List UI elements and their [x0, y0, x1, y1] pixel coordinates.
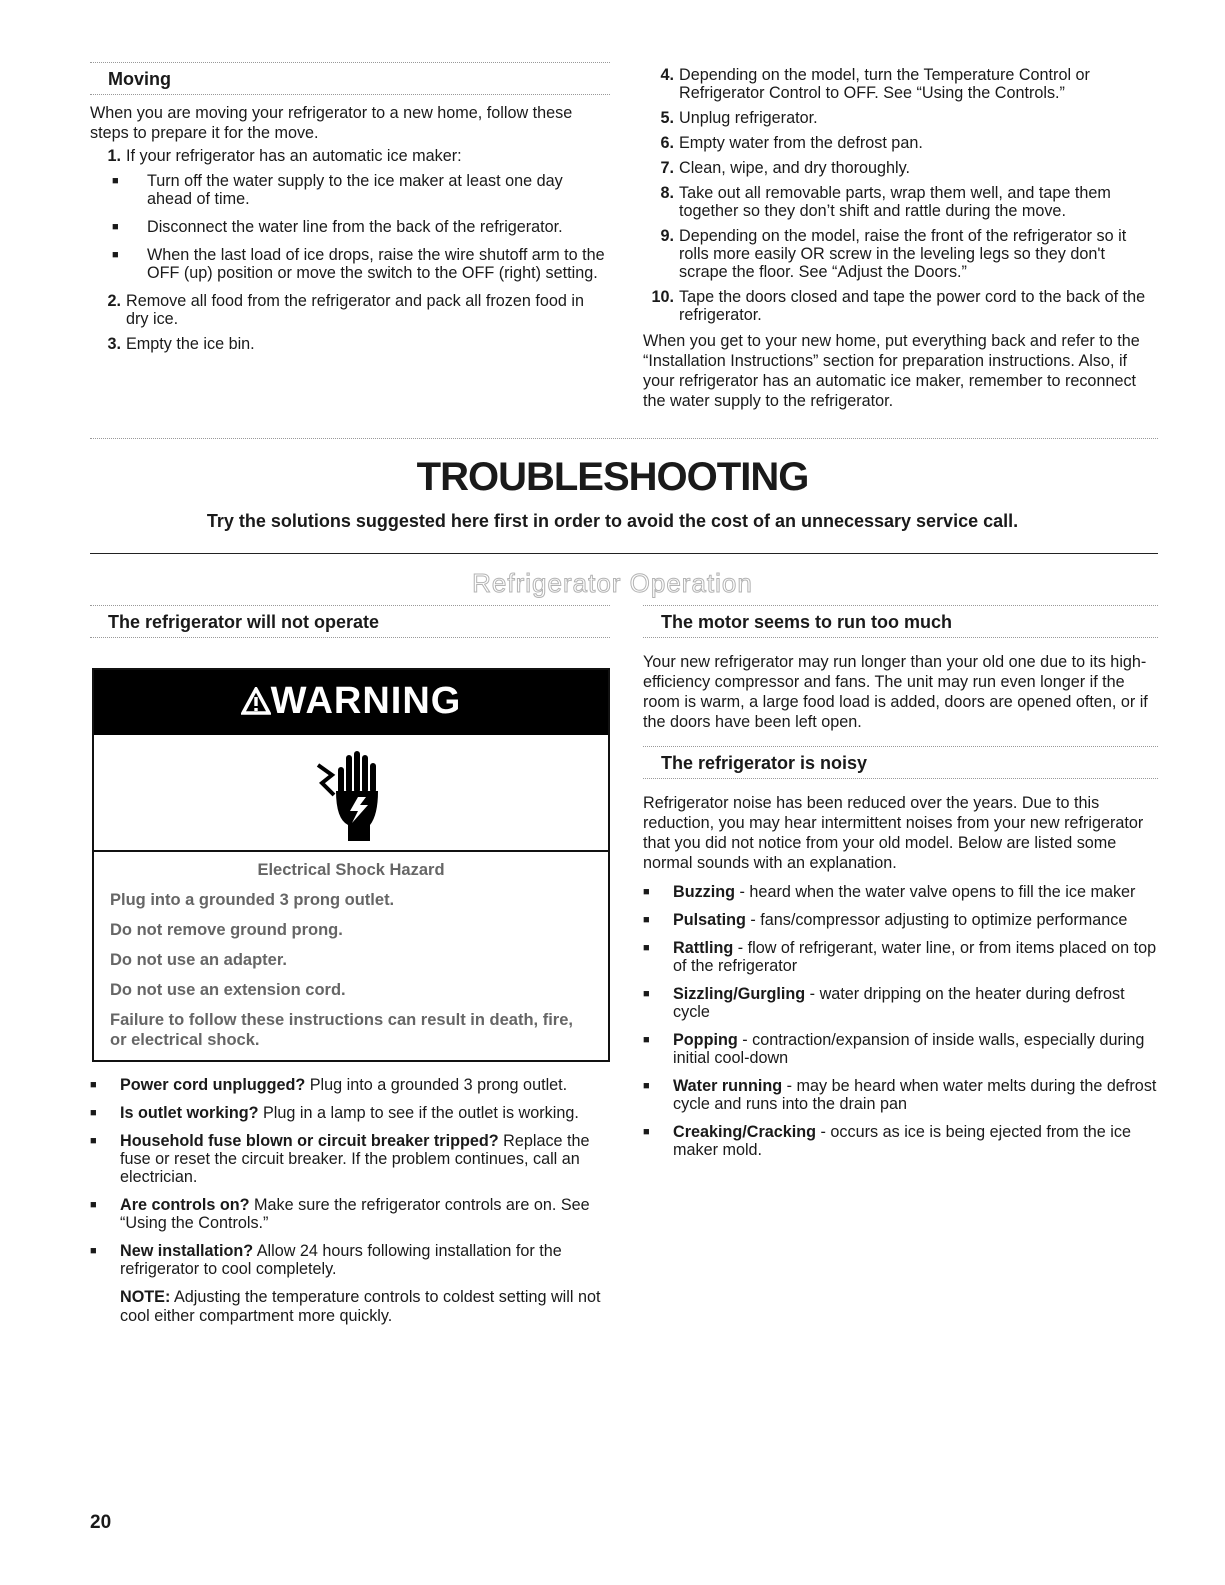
- bullet-icon: ■: [643, 942, 650, 954]
- page-number: 20: [90, 1512, 112, 1533]
- warning-triangle-icon: [241, 687, 271, 715]
- list-item: [90, 1196, 610, 1232]
- divider: [643, 637, 1158, 638]
- step-number: 8.: [660, 184, 674, 202]
- bullet-icon: ■: [643, 1080, 650, 1092]
- step-number: 5.: [660, 109, 674, 127]
- step-text: Unplug refrigerator.: [679, 109, 818, 127]
- list-item: [90, 1076, 610, 1094]
- list-item: [643, 184, 1158, 220]
- warning-label: WARNING: [270, 680, 462, 722]
- noise-desc: - fans/compressor adjusting to optimize performance: [745, 911, 1128, 929]
- warning-text: [94, 852, 608, 1060]
- not-operate-section: [90, 605, 610, 1326]
- note: [90, 1288, 610, 1326]
- warning-line: Do not use an adapter.: [110, 951, 287, 969]
- list-item: [90, 1104, 610, 1122]
- bullet-icon: ■: [643, 1034, 650, 1046]
- list-item: [643, 985, 1158, 1021]
- step-text: Depending on the model, raise the front of the refrigerator so it rolls more easily OR screw in the leveling legs so they don't scrape the floor. See “Adjust the Doors.”: [679, 227, 1127, 281]
- note-label: NOTE:: [120, 1288, 171, 1306]
- moving-section: [90, 62, 610, 360]
- page-subtitle: Try the solutions suggested here first in order to avoid the cost of an unnecessary service call.: [206, 511, 1019, 531]
- noise-term: Rattling: [673, 939, 734, 957]
- bullet-icon: ■: [112, 249, 119, 261]
- warning-line: Do not use an extension cord.: [110, 981, 346, 999]
- check-question: Is outlet working?: [120, 1104, 259, 1122]
- moving-heading: Moving: [108, 69, 171, 89]
- check-answer: Make sure the refrigerator controls are on. See “Using the Controls.”: [120, 1196, 590, 1232]
- check-question: Are controls on?: [120, 1196, 250, 1214]
- list-item: [108, 246, 610, 282]
- check-question: Household fuse blown or circuit breaker tripped?: [120, 1132, 499, 1150]
- moving-closing: When you get to your new home, put everything back and refer to the “Installation Instructions” section for preparation instructions. Also, if your refrigerator has an automatic ice maker, remember to reconnect the water supply to the refrigerator.: [643, 332, 1140, 410]
- not-operate-heading: The refrigerator will not operate: [108, 612, 380, 632]
- warning-line: Plug into a grounded 3 prong outlet.: [110, 891, 395, 909]
- divider: [90, 637, 610, 638]
- motor-and-noise-section: [643, 605, 1158, 1169]
- list-item: [643, 939, 1158, 975]
- step-text: Depending on the model, turn the Temperature Control or Refrigerator Control to OFF. See “Using the Controls.”: [679, 66, 1090, 102]
- list-item: [643, 66, 1158, 102]
- moving-section-continued: [643, 62, 1158, 411]
- step-text: Clean, wipe, and dry thoroughly.: [679, 159, 910, 177]
- list-item: [108, 218, 610, 236]
- bullet-icon: ■: [643, 1126, 650, 1138]
- noisy-intro: Refrigerator noise has been reduced over the years. Due to this reduction, you may hear intermittent noises from your new refrigerator that you did not notice from your old model. Below are listed some normal sounds with an explanation.: [643, 794, 1144, 872]
- step-number: 3.: [107, 335, 121, 353]
- step-text: Remove all food from the refrigerator and pack all frozen food in dry ice.: [126, 292, 584, 328]
- list-item: [643, 109, 1158, 127]
- warning-line: Failure to follow these instructions can result in death, fire, or electrical shock.: [110, 1011, 573, 1049]
- list-item: [643, 159, 1158, 177]
- step-text: Take out all removable parts, wrap them well, and tape them together so they don’t shift and rattle during the move.: [679, 184, 1111, 220]
- list-item: [643, 911, 1158, 929]
- motor-text: Your new refrigerator may run longer than your old one due to its high-efficiency compressor and fans. The unit may run even longer if the room is warm, a large food load is added, doors are opened often, or if the doors have been left open.: [643, 653, 1148, 731]
- bullet-icon: ■: [112, 221, 119, 233]
- moving-steps-left-cont: [90, 292, 610, 353]
- noise-desc: - occurs as ice is being ejected from the ice maker mold.: [673, 1123, 1131, 1159]
- list-item: [643, 288, 1158, 324]
- noise-desc: - contraction/expansion of inside walls, especially during initial cool-down: [673, 1031, 1145, 1067]
- noise-desc: - may be heard when water melts during the defrost cycle and runs into the drain pan: [673, 1077, 1157, 1113]
- check-question: Power cord unplugged?: [120, 1076, 306, 1094]
- page-title: TROUBLESHOOTING: [416, 455, 809, 499]
- step-text: Tape the doors closed and tape the power cord to the back of the refrigerator.: [679, 288, 1146, 324]
- moving-steps-left: [90, 147, 610, 165]
- noise-term: Pulsating: [673, 911, 746, 929]
- check-question: New installation?: [120, 1242, 254, 1260]
- bullet-icon: ■: [90, 1079, 97, 1091]
- moving-intro: When you are moving your refrigerator to a new home, follow these steps to prepare it for the move.: [90, 104, 573, 142]
- step-number: 1.: [107, 147, 121, 165]
- noise-term: Creaking/Cracking: [673, 1123, 817, 1141]
- hazard-label: Electrical Shock Hazard: [257, 861, 445, 879]
- warning-line: Do not remove ground prong.: [110, 921, 343, 939]
- list-item: [643, 1123, 1158, 1159]
- noise-term: Popping: [673, 1031, 738, 1049]
- list-item: [643, 1031, 1158, 1067]
- list-item: [90, 1132, 610, 1186]
- warning-header: [94, 670, 608, 735]
- motor-heading: The motor seems to run too much: [661, 612, 953, 632]
- check-answer: Plug into a grounded 3 prong outlet.: [305, 1076, 568, 1094]
- check-answer: Allow 24 hours following installation for the refrigerator to cool completely.: [120, 1242, 562, 1278]
- warning-icon-area: [94, 735, 608, 852]
- list-item: [108, 172, 610, 208]
- list-item: [90, 292, 610, 328]
- check-answer: Replace the fuse or reset the circuit breaker. If the problem continues, call an electrician.: [120, 1132, 590, 1186]
- noise-list: [643, 883, 1158, 1159]
- electric-shock-hand-icon: [312, 745, 392, 845]
- step-text: Empty water from the defrost pan.: [679, 134, 923, 152]
- list-item: [643, 134, 1158, 152]
- warning-box: [92, 668, 610, 1062]
- step-text: Empty the ice bin.: [126, 335, 255, 353]
- bullet-icon: ■: [90, 1245, 97, 1257]
- moving-steps-right: [643, 66, 1158, 324]
- step-text: If your refrigerator has an automatic ice maker:: [126, 147, 462, 165]
- section-title: Refrigerator Operation: [472, 568, 753, 598]
- ice-maker-sublist: [90, 172, 610, 282]
- noisy-heading: The refrigerator is noisy: [661, 753, 868, 773]
- divider: [90, 553, 1158, 554]
- noise-desc: - heard when the water valve opens to fill the ice maker: [735, 883, 1136, 901]
- noise-desc: - water dripping on the heater during defrost cycle: [673, 985, 1125, 1021]
- divider: [90, 94, 610, 95]
- bullet-icon: ■: [90, 1135, 97, 1147]
- noise-term: Sizzling/Gurgling: [673, 985, 806, 1003]
- bullet-text: Turn off the water supply to the ice maker at least one day ahead of time.: [147, 172, 563, 208]
- noise-desc: - flow of refrigerant, water line, or from items placed on top of the refrigerator: [673, 939, 1157, 975]
- bullet-icon: ■: [112, 175, 119, 187]
- step-number: 10.: [651, 288, 674, 306]
- step-number: 6.: [660, 134, 674, 152]
- not-operate-checklist: [90, 1076, 610, 1278]
- step-number: 2.: [107, 292, 121, 310]
- divider: [643, 778, 1158, 779]
- check-answer: Plug in a lamp to see if the outlet is working.: [258, 1104, 579, 1122]
- list-item: [643, 883, 1158, 901]
- step-number: 9.: [660, 227, 674, 245]
- list-item: [90, 1242, 610, 1278]
- bullet-icon: ■: [90, 1199, 97, 1211]
- list-item: [90, 335, 610, 353]
- bullet-icon: ■: [643, 886, 650, 898]
- bullet-text: When the last load of ice drops, raise the wire shutoff arm to the OFF (up) position or move the switch to the OFF (right) setting.: [147, 246, 605, 282]
- list-item: [643, 227, 1158, 281]
- bullet-text: Disconnect the water line from the back of the refrigerator.: [147, 218, 563, 236]
- bullet-icon: ■: [643, 914, 650, 926]
- divider: [90, 438, 1158, 439]
- bullet-icon: ■: [643, 988, 650, 1000]
- bullet-icon: ■: [90, 1107, 97, 1119]
- step-number: 4.: [660, 66, 674, 84]
- noise-term: Buzzing: [673, 883, 736, 901]
- noise-term: Water running: [673, 1077, 783, 1095]
- list-item: [90, 147, 610, 165]
- note-text: Adjusting the temperature controls to coldest setting will not cool either compartment more quickly.: [120, 1288, 601, 1325]
- step-number: 7.: [660, 159, 674, 177]
- list-item: [643, 1077, 1158, 1113]
